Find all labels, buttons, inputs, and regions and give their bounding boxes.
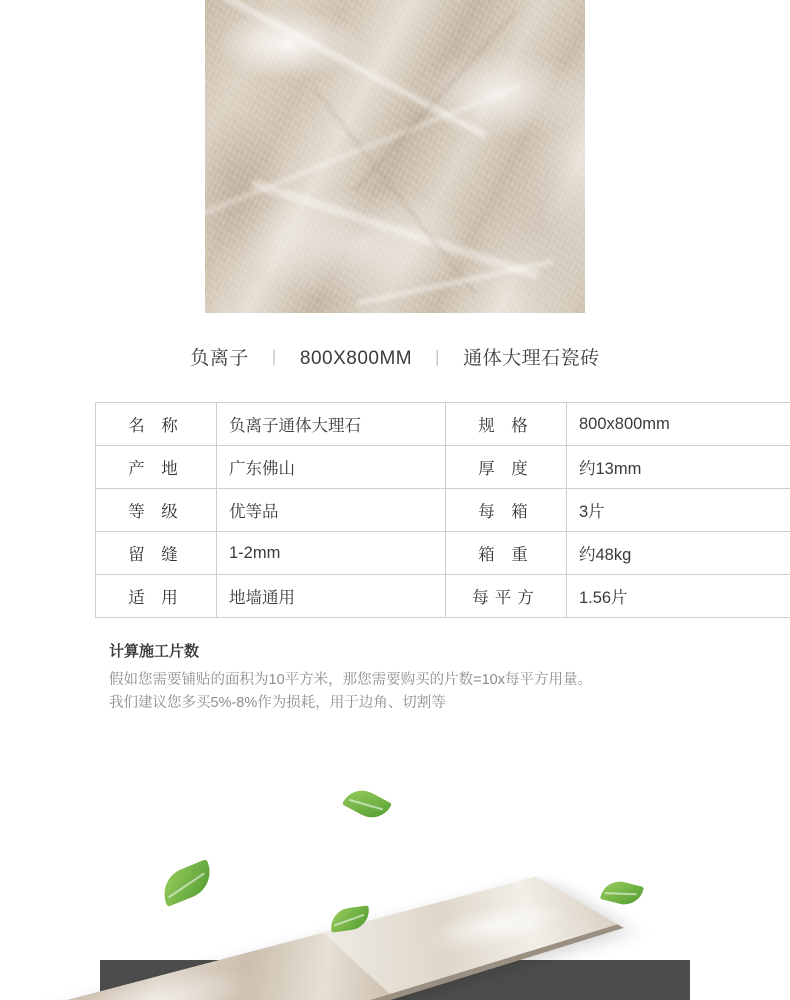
green-leaf-decoration <box>600 877 644 908</box>
spec-value: 优等品 <box>217 489 446 532</box>
caption-part-1: 负离子 <box>190 348 249 369</box>
caption-part-2: 800X800MM <box>299 348 413 369</box>
marble-grain-overlay <box>205 0 585 313</box>
table-row <box>96 403 790 446</box>
calculation-note <box>95 640 695 716</box>
caption-separator-1: 丨 <box>265 349 284 368</box>
spec-label: 等 级 <box>96 489 217 532</box>
spec-label: 规 格 <box>446 403 567 446</box>
spec-value: 3片 <box>567 489 790 532</box>
spec-value: 1.56片 <box>567 575 790 618</box>
spec-label: 厚 度 <box>446 446 567 489</box>
spec-label: 产 地 <box>96 446 217 489</box>
marble-tile-closeup <box>205 0 585 313</box>
spec-value: 广东佛山 <box>217 446 446 489</box>
spec-value: 地墙通用 <box>217 575 446 618</box>
table-row <box>96 446 790 489</box>
spec-label: 每 箱 <box>446 489 567 532</box>
spec-value: 约13mm <box>567 446 790 489</box>
spec-value: 1-2mm <box>217 532 446 575</box>
caption-separator-2: 丨 <box>428 349 447 368</box>
green-leaf-decoration <box>156 859 217 907</box>
caption-part-3: 通体大理石瓷砖 <box>463 348 600 369</box>
note-line-1: 假如您需要铺贴的面积为10平方米，那您需要购买的片数=10x每平方用量。 <box>109 672 592 688</box>
spec-value: 负离子通体大理石 <box>217 403 446 446</box>
spec-label: 留 缝 <box>96 532 217 575</box>
spec-label: 名 称 <box>96 403 217 446</box>
spec-label: 箱 重 <box>446 532 567 575</box>
spec-value: 800x800mm <box>567 403 790 446</box>
spec-value: 约48kg <box>567 532 790 575</box>
note-title: 计算施工片数 <box>109 643 200 660</box>
spec-label: 适 用 <box>96 575 217 618</box>
spec-table-wrapper <box>95 402 695 618</box>
green-leaf-decoration <box>342 783 392 825</box>
spec-table <box>95 402 790 618</box>
table-row <box>96 575 790 618</box>
tile-perspective-mockup <box>0 780 790 1000</box>
table-row <box>96 532 790 575</box>
product-caption <box>0 343 790 370</box>
note-line-2: 我们建议您多买5%-8%作为损耗，用于边角、切割等 <box>109 695 446 712</box>
spec-label: 每平方 <box>446 575 567 618</box>
table-row <box>96 489 790 532</box>
